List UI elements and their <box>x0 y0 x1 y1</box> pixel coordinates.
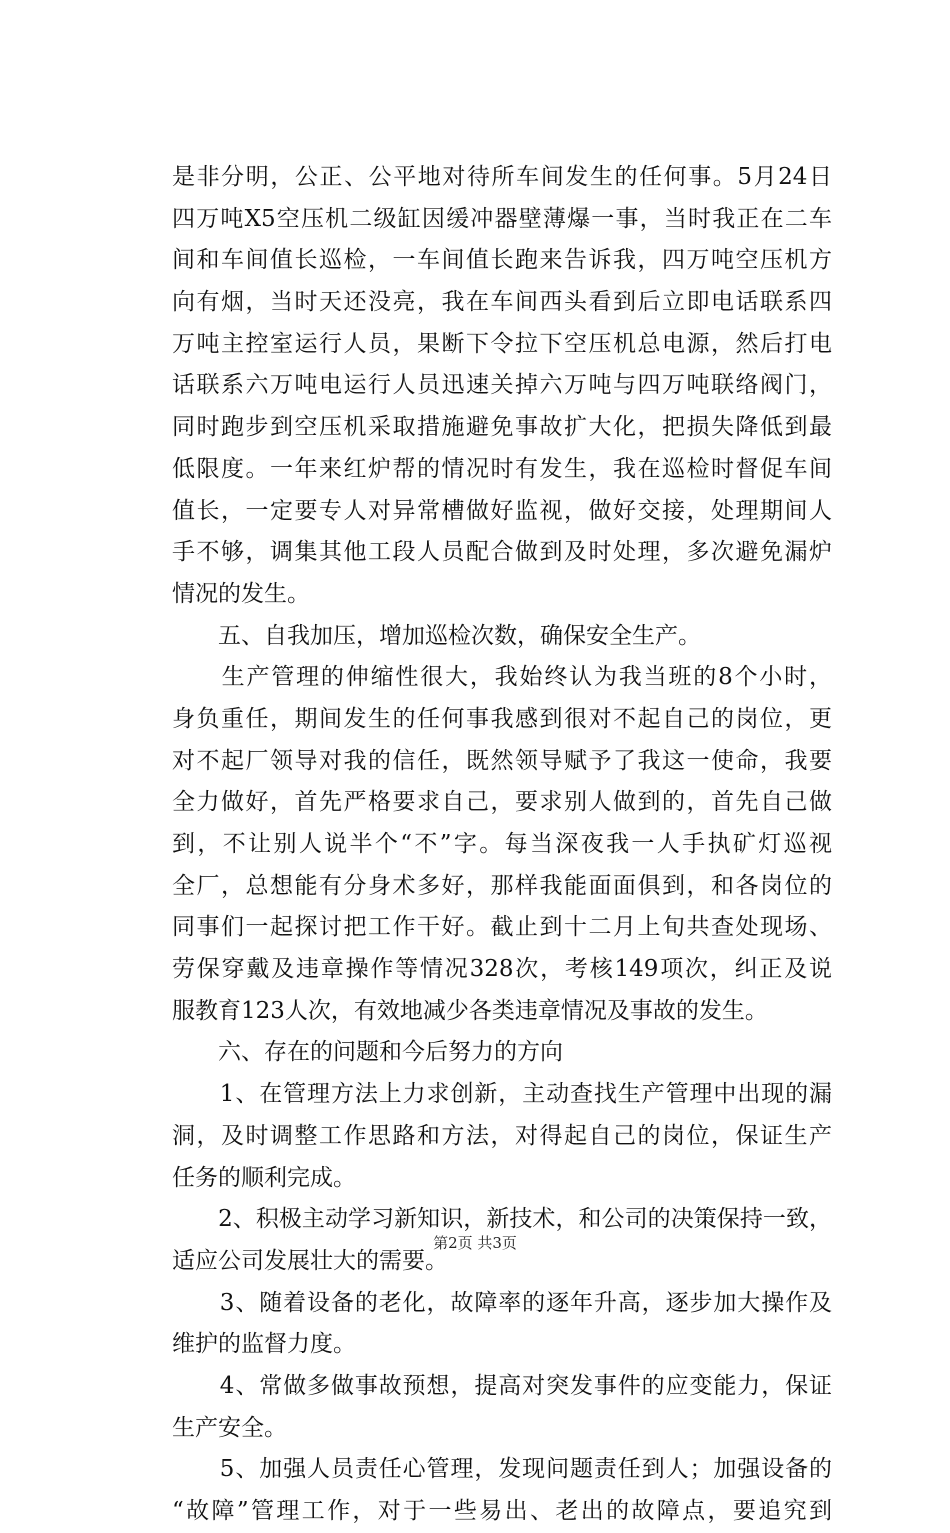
text-line: 话联系六万吨电运行人员迅速关掉六万吨与四万吨联络阀门， <box>172 372 832 399</box>
text-line: 六、存在的问题和今后努力的方向 <box>172 1039 563 1066</box>
text-line: 五、自我加压，增加巡检次数，确保安全生产。 <box>172 622 701 649</box>
text-line: “故障”管理工作，对于一些易出、老出的故障点，要追究到 <box>172 1498 832 1524</box>
text-line: 间和车间值长巡检，一车间值长跑来告诉我，四万吨空压机方 <box>172 247 832 274</box>
text-line: 服教育123人次，有效地减少各类违章情况及事故的发生。 <box>172 997 768 1024</box>
text-line: 情况的发生。 <box>172 580 310 607</box>
document-body <box>172 157 832 1533</box>
text-line: 劳保穿戴及违章操作等情况328次，考核149项次，纠正及说 <box>172 956 832 983</box>
text-line: 全力做好，首先严格要求自己，要求别人做到的，首先自己做 <box>172 789 832 816</box>
text-line: 维护的监督力度。 <box>172 1331 356 1358</box>
text-line: 四万吨X5空压机二级缸因缓冲器壁薄爆一事，当时我正在二车 <box>172 205 832 232</box>
text-line: 生产管理的伸缩性很大，我始终认为我当班的8个小时， <box>172 664 832 691</box>
text-line: 全厂，总想能有分身术多好，那样我能面面俱到，和各岗位的 <box>172 872 832 899</box>
text-line: 5、加强人员责任心管理，发现问题责任到人；加强设备的 <box>172 1456 832 1483</box>
text-line: 身负重任，期间发生的任何事我感到很对不起自己的岗位，更 <box>172 705 832 732</box>
text-line: 任务的顺利完成。 <box>172 1164 356 1191</box>
page-footer: 第2页 共3页 <box>433 1234 517 1252</box>
text-line: 同时跑步到空压机采取措施避免事故扩大化，把损失降低到最 <box>172 414 832 441</box>
text-line: 同事们一起探讨把工作干好。截止到十二月上旬共查处现场、 <box>172 914 832 941</box>
text-line: 洞，及时调整工作思路和方法，对得起自己的岗位，保证生产 <box>172 1122 832 1149</box>
text-line: 4、常做多做事故预想，提高对突发事件的应变能力，保证 <box>172 1372 832 1399</box>
text-line: 值长，一定要专人对异常槽做好监视，做好交接，处理期间人 <box>172 497 832 524</box>
text-line: 到，不让别人说半个“不”字。每当深夜我一人手执矿灯巡视 <box>172 831 832 857</box>
text-line: 适应公司发展壮大的需要。 <box>172 1247 448 1274</box>
text-line: 万吨主控室运行人员，果断下令拉下空压机总电源，然后打电 <box>172 330 832 357</box>
text-line: 是非分明，公正、公平地对待所车间发生的任何事。5月24日 <box>172 164 832 190</box>
text-line: 1、在管理方法上力求创新，主动查找生产管理中出现的漏 <box>172 1081 832 1108</box>
text-line: 生产安全。 <box>172 1414 287 1441</box>
text-line: 低限度。一年来红炉帮的情况时有发生，我在巡检时督促车间 <box>172 455 832 482</box>
text-line: 向有烟，当时天还没亮，我在车间西头看到后立即电话联系四 <box>172 289 832 316</box>
text-line: 对不起厂领导对我的信任，既然领导赋予了我这一使命，我要 <box>172 747 832 774</box>
text-line: 2、积极主动学习新知识，新技术，和公司的决策保持一致， <box>172 1206 832 1233</box>
text-line: 手不够，调集其他工段人员配合做到及时处理，多次避免漏炉 <box>172 539 832 566</box>
text-line: 3、随着设备的老化，故障率的逐年升高，逐步加大操作及 <box>172 1289 832 1316</box>
